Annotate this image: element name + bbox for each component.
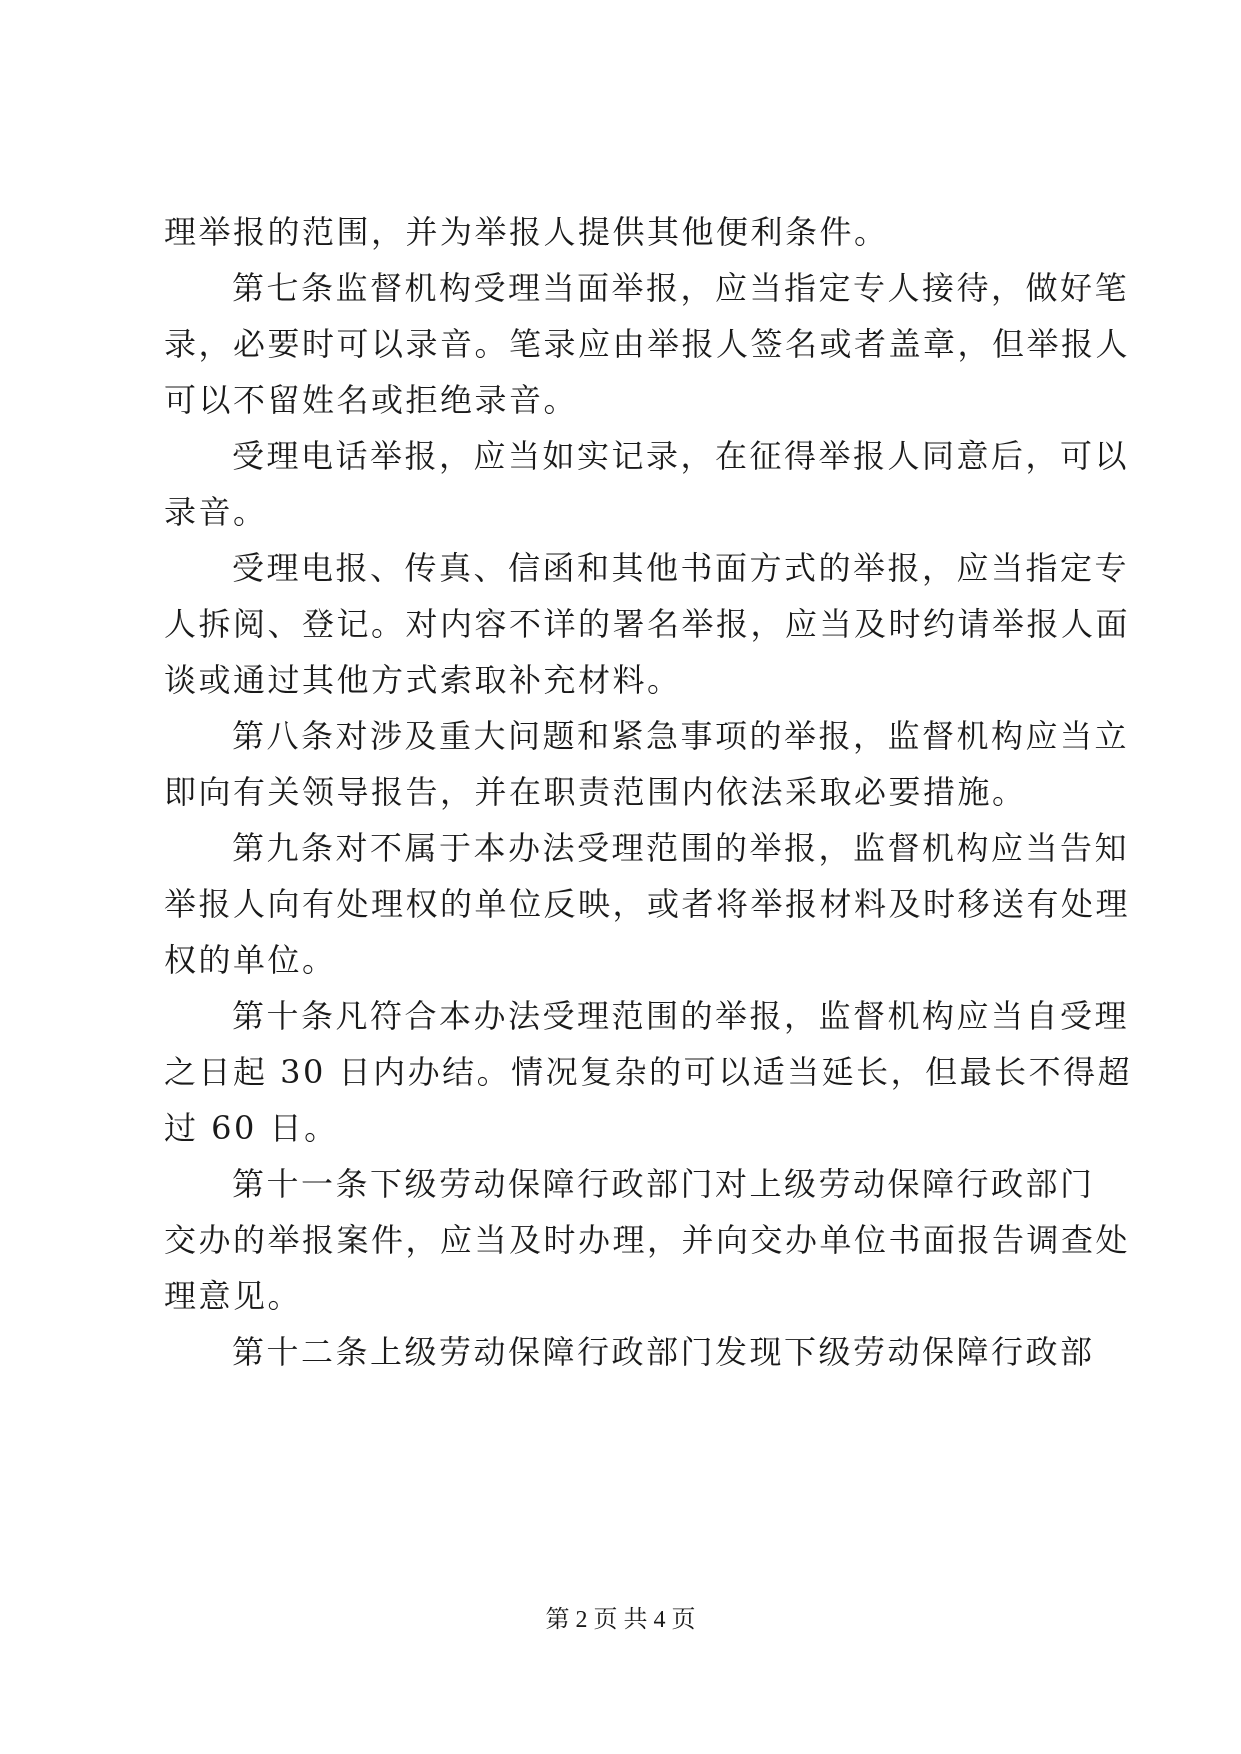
body-line-9: 谈或通过其他方式索取补充材料。 bbox=[164, 661, 682, 699]
page-number-footer: 第 2 页 共 4 页 bbox=[545, 1607, 696, 1633]
body-line-11: 即向有关领导报告，并在职责范围内依法采取必要措施。 bbox=[164, 773, 1027, 811]
body-line-10: 第八条对涉及重大问题和紧急事项的举报，监督机构应当立 bbox=[232, 717, 1130, 755]
body-line-14: 权的单位。 bbox=[164, 941, 337, 979]
body-line-21: 第十二条上级劳动保障行政部门发现下级劳动保障行政部 bbox=[232, 1333, 1095, 1371]
body-line-2: 第七条监督机构受理当面举报，应当指定专人接待，做好笔 bbox=[232, 269, 1130, 307]
body-line-3: 录，必要时可以录音。笔录应由举报人签名或者盖章，但举报人 bbox=[164, 325, 1131, 363]
body-line-18: 第十一条下级劳动保障行政部门对上级劳动保障行政部门 bbox=[232, 1165, 1095, 1203]
body-line-5: 受理电话举报，应当如实记录，在征得举报人同意后，可以 bbox=[232, 437, 1130, 475]
body-line-4: 可以不留姓名或拒绝录音。 bbox=[164, 381, 579, 419]
body-line-12: 第九条对不属于本办法受理范围的举报，监督机构应当告知 bbox=[232, 829, 1130, 867]
body-line-1: 理举报的范围，并为举报人提供其他便利条件。 bbox=[164, 213, 889, 251]
body-line-19: 交办的举报案件，应当及时办理，并向交办单位书面报告调查处 bbox=[164, 1221, 1131, 1259]
body-line-15: 第十条凡符合本办法受理范围的举报，监督机构应当自受理 bbox=[232, 997, 1130, 1035]
body-line-20: 理意见。 bbox=[164, 1277, 303, 1315]
body-line-13: 举报人向有处理权的单位反映，或者将举报材料及时移送有处理 bbox=[164, 885, 1131, 923]
body-line-7: 受理电报、传真、信函和其他书面方式的举报，应当指定专 bbox=[232, 549, 1130, 587]
body-line-6: 录音。 bbox=[164, 493, 268, 531]
body-line-16: 之日起 30 日内办结。情况复杂的可以适当延长，但最长不得超 bbox=[164, 1053, 1133, 1091]
body-line-17: 过 60 日。 bbox=[164, 1109, 339, 1147]
body-line-8: 人拆阅、登记。对内容不详的署名举报，应当及时约请举报人面 bbox=[164, 605, 1131, 643]
